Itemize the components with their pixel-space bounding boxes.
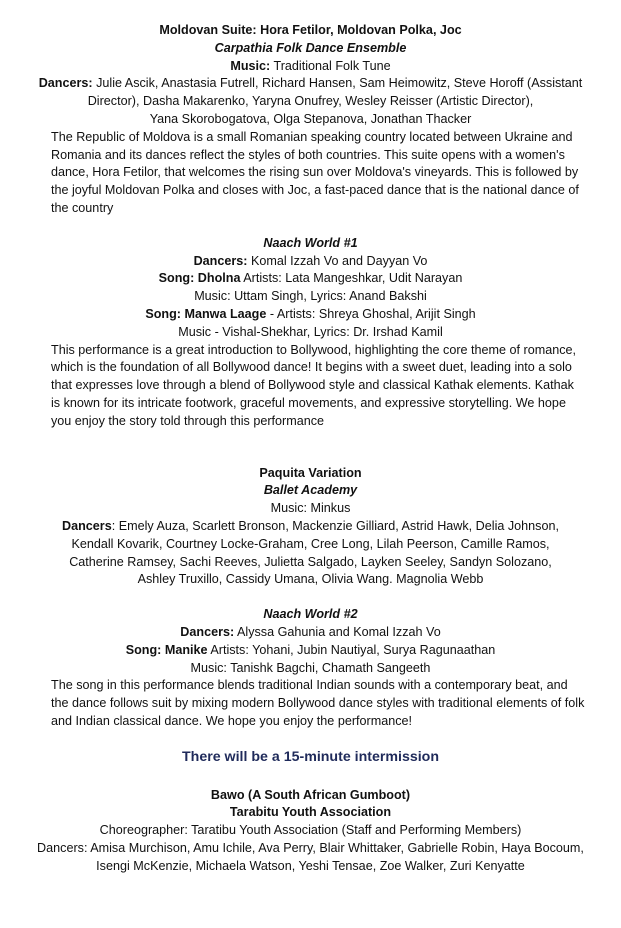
naach1-section bbox=[0, 235, 621, 342]
naach2-dancers-label: Dancers: bbox=[180, 624, 235, 639]
moldovan-dancers-names: Julie Ascik, Anastasia Futrell, Richard Hansen, Sam Heimowitz, Steve Horoff (Assistant bbox=[92, 76, 583, 91]
moldovan-dancers-line-2: Director), Dasha Makarenko, Yaryna Onufrey, Wesley Reisser (Artistic Director), bbox=[87, 94, 534, 109]
naach1-description: This performance is a great introduction to Bollywood, highlighting the core theme of romance, which is the foundation of all Bollywood dance! It begins with a sweet duet, leading into a solo that expresses love through a blend of Bollywood style and classical Kathak elements. Kathak is known for its intricate footwork, graceful movements, and expressive storytelling. We hope you enjoy the story told through this performance bbox=[51, 342, 577, 428]
naach2-section bbox=[0, 606, 621, 677]
naach1-song1-music: Music: Uttam Singh, Lyrics: Anand Bakshi bbox=[194, 289, 427, 304]
bawo-dancers-line-2: Isengi McKenzie, Michaela Watson, Yeshi Tensae, Zoe Walker, Zuri Kenyatte bbox=[96, 858, 525, 873]
naach2-song bbox=[0, 642, 621, 660]
intermission-notice: There will be a 15-minute intermission bbox=[181, 748, 440, 765]
paquita-dancers-line-2: Kendall Kovarik, Courtney Locke-Graham, Cree Long, Lilah Peerson, Camille Ramos, bbox=[71, 536, 550, 551]
naach2-dancers-names: Alyssa Gahunia and Komal Izzah Vo bbox=[234, 624, 441, 639]
moldovan-dancers-label: Dancers: bbox=[38, 76, 93, 91]
naach1-song2 bbox=[0, 306, 621, 324]
moldovan-title: Moldovan Suite: Hora Fetilor, Moldovan Polka, Joc bbox=[159, 23, 462, 37]
paquita-dancers-line-3: Catherine Ramsey, Sachi Reeves, Julietta Salgado, Layken Seeley, Sandyn Solozano, bbox=[69, 554, 552, 569]
naach1-dancers-names: Komal Izzah Vo and Dayyan Vo bbox=[247, 253, 428, 268]
naach1-song1 bbox=[0, 270, 621, 288]
naach1-dancers bbox=[0, 253, 621, 271]
naach1-song2-music: Music - Vishal-Shekhar, Lyrics: Dr. Irshad Kamil bbox=[178, 324, 443, 339]
bawo-section bbox=[0, 787, 621, 876]
paquita-title: Paquita Variation bbox=[259, 465, 362, 480]
naach1-dancers-label: Dancers: bbox=[193, 253, 248, 268]
moldovan-music-value: Traditional Folk Tune bbox=[270, 58, 391, 73]
paquita-dancers-label: Dancers bbox=[62, 518, 112, 533]
bawo-title: Bawo (A South African Gumboot) bbox=[210, 787, 411, 802]
naach2-song-artists: Artists: Yohani, Jubin Nautiyal, Surya Ragunaathan bbox=[207, 642, 496, 657]
naach1-song1-artists: Artists: Lata Mangeshkar, Udit Narayan bbox=[240, 271, 463, 286]
moldovan-description: The Republic of Moldova is a small Romanian speaking country located between Ukraine and Romania and its dances reflect the styles of both countries. This suite opens with a women's dance, Hora Fetilor, that welcomes the rising sun over Moldova's vineyards. This is followed by the joyful Moldovan Polka and closes with Joc, a fast-paced dance that is the national dance of the country bbox=[51, 129, 579, 215]
paquita-dancers bbox=[0, 518, 621, 536]
paquita-music: Music: Minkus bbox=[270, 501, 351, 516]
moldovan-section bbox=[0, 22, 621, 129]
paquita-dancers-line-4: Ashley Truxillo, Cassidy Umana, Olivia Wang. Magnolia Webb bbox=[137, 572, 484, 587]
naach2-song-label: Song: Manike bbox=[125, 642, 208, 657]
moldovan-troupe: Carpathia Folk Dance Ensemble bbox=[214, 40, 407, 55]
naach1-title: Naach World #1 bbox=[263, 235, 358, 250]
paquita-section bbox=[0, 465, 621, 590]
naach1-song1-label: Song: Dholna bbox=[158, 271, 241, 286]
naach2-dancers bbox=[0, 624, 621, 642]
naach2-music: Music: Tanishk Bagchi, Chamath Sangeeth bbox=[190, 660, 431, 675]
naach2-description: The song in this performance blends traditional Indian sounds with a contemporary beat, and the dance follows suit by mixing modern Bollywood dance styles with traditional elements of folk and Indian classical dance. We hope you enjoy the performance! bbox=[51, 678, 585, 728]
moldovan-music-label: Music: bbox=[230, 58, 271, 73]
moldovan-dancers-line bbox=[0, 75, 621, 93]
bawo-choreographer: Choreographer: Taratibu Youth Association (Staff and Performing Members) bbox=[99, 823, 522, 838]
program-page bbox=[0, 14, 621, 876]
moldovan-dancers-line-3: Yana Skorobogatova, Olga Stepanova, Jonathan Thacker bbox=[149, 111, 472, 126]
naach1-song2-artists: - Artists: Shreya Ghoshal, Arijit Singh bbox=[266, 306, 476, 321]
paquita-dancers-names: : Emely Auza, Scarlett Bronson, Mackenzie Gilliard, Astrid Hawk, Delia Johnson, bbox=[111, 518, 559, 533]
naach1-song2-label: Song: Manwa Laage bbox=[145, 306, 267, 321]
moldovan-music bbox=[0, 58, 621, 76]
naach2-title: Naach World #2 bbox=[263, 607, 358, 622]
bawo-dancers: Dancers: Amisa Murchison, Amu Ichile, Ava Perry, Blair Whittaker, Gabrielle Robin, Haya Bocoum, bbox=[37, 841, 584, 856]
bawo-troupe: Tarabitu Youth Association bbox=[229, 805, 392, 820]
paquita-troupe: Ballet Academy bbox=[263, 483, 358, 498]
